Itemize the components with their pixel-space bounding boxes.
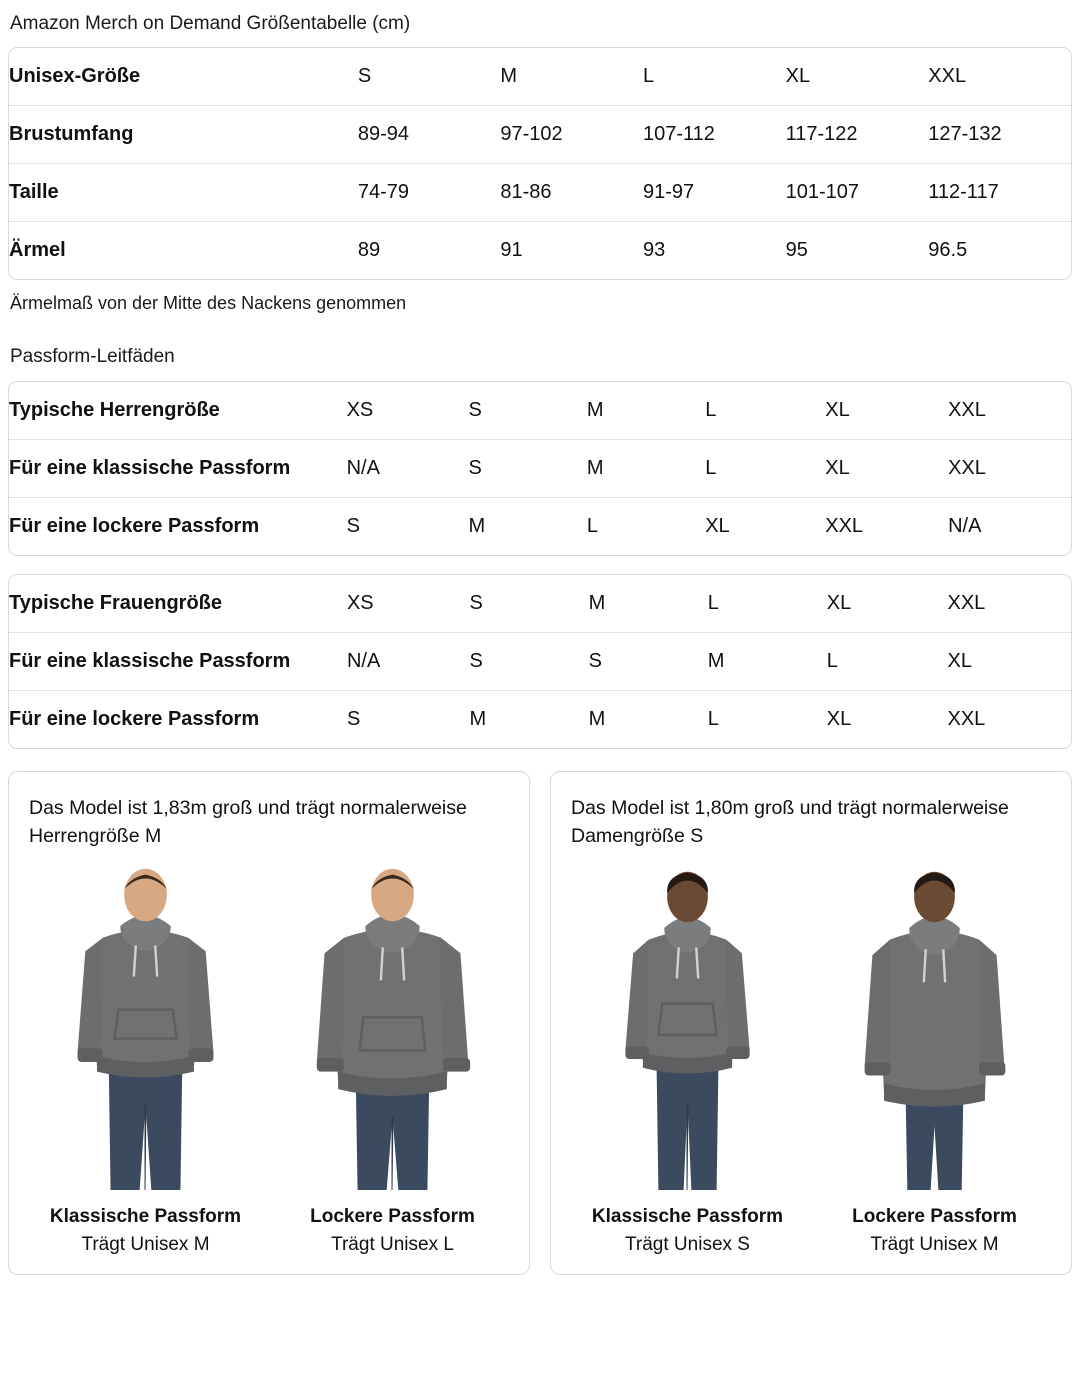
cell: M <box>468 515 486 537</box>
cell: XL <box>705 515 730 537</box>
table-row <box>9 498 1071 555</box>
sleeve-measure-note: Ärmelmaß von der Mitte des Nackens genommen <box>10 292 407 313</box>
row-header: Typische Herrengröße <box>9 382 347 440</box>
table-row <box>9 106 1071 164</box>
cell: XXL <box>947 708 986 730</box>
cell: S <box>469 633 588 691</box>
row-header: Für eine lockere Passform <box>9 515 260 537</box>
cell: L <box>643 48 786 106</box>
figure-wears-label: Trägt Unisex M <box>81 1234 210 1255</box>
table-row <box>9 575 1071 633</box>
cell: XL <box>827 575 948 633</box>
figure-loose-fit-female <box>818 862 1051 1256</box>
cell: S <box>589 633 708 691</box>
cell: 93 <box>642 238 666 261</box>
cell: 96.5 <box>928 238 968 261</box>
figure-fit-label: Klassische Passform <box>49 1206 242 1227</box>
cell: XS <box>347 382 469 440</box>
row-header: Brustumfang <box>9 106 358 164</box>
cell: 89 <box>357 238 381 261</box>
female-loose-fit-photo <box>818 862 1051 1192</box>
unisex-size-table <box>8 47 1072 280</box>
cell: L <box>827 633 948 691</box>
table-row <box>9 222 1071 279</box>
male-loose-fit-photo <box>276 862 509 1192</box>
cell: XS <box>347 575 470 633</box>
cell: 107-112 <box>643 106 786 164</box>
fit-guides-label: Passform-Leitfäden <box>10 345 175 367</box>
cell: S <box>346 515 360 537</box>
cell: S <box>468 382 586 440</box>
row-header: Für eine klassische Passform <box>9 440 347 498</box>
cell: 91 <box>500 238 523 261</box>
row-header: Für eine klassische Passform <box>9 633 347 691</box>
table-row <box>9 164 1071 222</box>
cell: XXL <box>825 515 864 537</box>
figure-fit-label: Lockere Passform <box>852 1206 1017 1227</box>
cell: XL <box>825 440 948 498</box>
female-classic-fit-photo <box>571 862 804 1192</box>
cell: M <box>587 382 705 440</box>
table-row <box>9 440 1071 498</box>
table-spacer <box>8 556 1072 574</box>
cell: L <box>707 708 719 730</box>
model-card-womens <box>550 771 1072 1275</box>
figure-fit-label: Klassische Passform <box>591 1206 784 1227</box>
row-header: Ärmel <box>9 238 66 261</box>
mens-fit-table <box>8 381 1072 556</box>
table-row <box>9 48 1071 106</box>
cell: XXL <box>928 48 1071 106</box>
cell: 101-107 <box>786 164 929 222</box>
cell: XL <box>826 708 852 730</box>
cell: 95 <box>785 238 808 261</box>
cell: M <box>589 575 708 633</box>
model-card-mens <box>8 771 530 1275</box>
row-header: Typische Frauengröße <box>9 575 347 633</box>
table-row <box>9 633 1071 691</box>
cell: XXL <box>948 440 1071 498</box>
figure-classic-fit-female <box>571 862 804 1256</box>
cell: 91-97 <box>643 164 786 222</box>
cell: L <box>586 515 598 537</box>
male-classic-fit-photo <box>29 862 262 1192</box>
row-header: Taille <box>9 164 358 222</box>
model-card-title: Das Model ist 1,80m groß und trägt normalerweise Damengröße S <box>571 797 1009 848</box>
cell: L <box>705 440 825 498</box>
cell: XL <box>786 48 929 106</box>
womens-fit-table <box>8 574 1072 749</box>
cell: XXL <box>948 575 1072 633</box>
cell: M <box>500 48 643 106</box>
table-row <box>9 691 1071 748</box>
figure-wears-label: Trägt Unisex S <box>625 1234 750 1255</box>
cell: XL <box>825 382 948 440</box>
cell: 127-132 <box>928 106 1071 164</box>
page-title: Amazon Merch on Demand Größentabelle (cm) <box>10 13 411 34</box>
cell: XXL <box>948 382 1071 440</box>
cell: N/A <box>347 633 470 691</box>
cell: S <box>468 440 586 498</box>
cell: S <box>346 708 361 730</box>
row-header: Für eine lockere Passform <box>9 708 260 730</box>
cell: 81-86 <box>500 164 643 222</box>
model-cards-row <box>8 771 1072 1275</box>
cell: S <box>469 575 588 633</box>
cell: M <box>469 708 487 730</box>
cell: N/A <box>948 515 982 537</box>
cell: L <box>705 382 825 440</box>
cell: N/A <box>347 440 469 498</box>
cell: M <box>588 708 606 730</box>
table-row <box>9 382 1071 440</box>
cell: 117-122 <box>786 106 929 164</box>
row-header: Unisex-Größe <box>9 48 358 106</box>
cell: S <box>358 48 501 106</box>
figure-loose-fit-male <box>276 862 509 1256</box>
cell: M <box>587 440 705 498</box>
figure-wears-label: Trägt Unisex L <box>331 1234 454 1255</box>
model-figures <box>29 862 509 1256</box>
cell: 89-94 <box>358 106 501 164</box>
cell: 97-102 <box>500 106 643 164</box>
cell: L <box>708 575 827 633</box>
figure-wears-label: Trägt Unisex M <box>870 1234 999 1255</box>
figure-fit-label: Lockere Passform <box>310 1206 475 1227</box>
model-card-title: Das Model ist 1,83m groß und trägt normalerweise Herrengröße M <box>29 797 467 848</box>
cell: 74-79 <box>358 164 501 222</box>
cell: XL <box>948 633 1072 691</box>
cell: 112-117 <box>928 164 1071 222</box>
figure-classic-fit-male <box>29 862 262 1256</box>
model-figures <box>571 862 1051 1256</box>
cell: M <box>708 633 827 691</box>
